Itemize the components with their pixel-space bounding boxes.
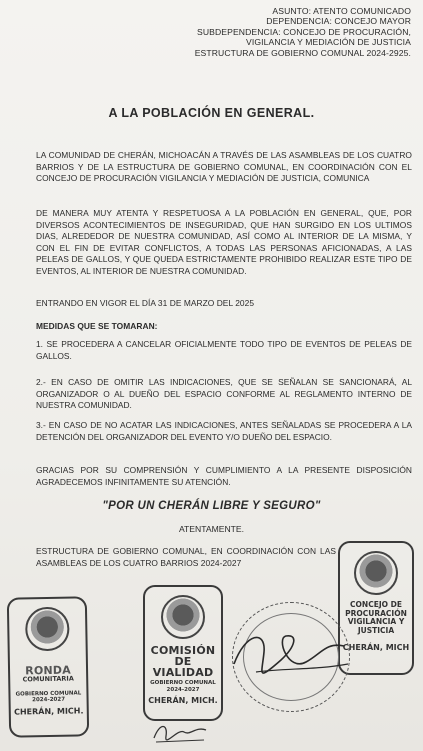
medidas-heading: MEDIDAS QUE SE TOMARAN: [36,321,158,331]
slogan: "POR UN CHERÁN LIBRE Y SEGURO" [102,500,321,512]
handwritten-signature-icon [226,612,356,692]
medida-item-2: 2.- EN CASO DE OMITIR LAS INDICACIONES, QUE SE SEÑALAN SE SANCIONARÁ, AL ORGANIZADOR O AL DUEÑO DEL ESPACIO CONFORME AL REGLAMENTO INTERNO DE NUESTRA COMUNIDAD. [36,377,412,411]
stamp-ronda-comunitaria [7,596,89,737]
estructura-line: ESTRUCTURA DE GOBIERNO COMUNAL 2024-2925. [194,47,411,58]
stamp-ronda-line1: RONDA [25,663,71,678]
stamp-ronda-line3: GOBIERNO COMUNAL [15,689,82,698]
national-seal-icon [354,551,398,595]
signatory-structure: ESTRUCTURA DE GOBIERNO COMUNAL, EN COORDINACIÓN CON LAS ASAMBLEAS DE LOS CUATRO BARRIOS 2024-2027 [36,546,336,568]
paragraph-gracias: GRACIAS POR SU COMPRENSIÓN Y CUMPLIMIENTO A LA PRESENTE DISPOSICIÓN AGRADECEMOS INFINITAMENTE SU ATENCIÓN. [36,465,412,487]
medida-item-3: 3.- EN CASO DE NO ACATAR LAS INDICACIONES, ANTES SEÑALADAS SE PROCEDERA A LA DETENCIÓN DEL ORGANIZADOR DEL EVENTO Y/O DUEÑO DEL ESPACIO. [36,420,412,442]
paragraph-announcement: DE MANERA MUY ATENTA Y RESPETUOSA A LA POBLACIÓN EN GENERAL, QUE, POR DIVERSOS ACONTECIMIENTOS DE INSEGURIDAD, QUE HAN SURGIDO EN LOS ULTIMOS DIAS, ALREDEDOR DE NUESTRA COMUNIDAD, ASÍ COMO AL INTERIOR DE LA MISMA, Y CON EL FIN DE EVITAR CONFLICTOS, A TODAS LAS PERSONAS AFICIONADAS, A LAS PELEAS DE GALLOS, Y QUE QUEDA ESTRICTAMENTE PROHIBIDO REALIZAR ESTE TIPO DE EVENTOS, AL INTERIOR DE NUESTRA COMUNIDAD. [36,208,412,276]
stamp-vialidad-line5: 2024-2027 [166,686,200,693]
stamp-vialidad-foot: CHERÁN, MICH. [148,696,218,705]
subdependencia-line-2: VIGILANCIA Y MEDIACIÓN DE JUSTICIA [246,37,411,48]
vigor-date: ENTRANDO EN VIGOR EL DÍA 31 DE MARZO DEL 2025 [36,298,255,308]
stamp-vialidad-line3: VIALIDAD [152,666,214,679]
asunto-line: ASUNTO: ATENTO COMUNICADO [272,6,411,16]
stamp-ronda-foot: CHERÁN, MICH. [13,705,84,717]
stamp-concejo-line3: VIGILANCIA Y [347,617,405,626]
stamp-concejo-line4: JUSTICIA [357,625,395,635]
atentamente-label: ATENTAMENTE. [178,524,245,534]
small-signature-icon [150,718,210,746]
national-seal-icon [161,595,205,639]
paragraph-intro: LA COMUNIDAD DE CHERÁN, MICHOACÁN A TRAVÉS DE LAS ASAMBLEAS DE LOS CUATRO BARRIOS Y DE LA ESTRUCTURA DE GOBIERNO COMUNAL, EN COORDINACIÓN CON EL CONCEJO DE PROCURACIÓN VIGILANCIA Y MEDIACIÓN DE JUSTICIA, COMUNICA [36,150,412,184]
stamp-vialidad-line2: DE [174,655,192,668]
stamp-ronda-line2: COMUNITARIA [22,674,74,684]
stamp-ronda-line4: 2024-2027 [32,696,66,704]
document-header [111,6,411,58]
stamp-concejo-line2: PROCURACIÓN [345,608,407,618]
subdependencia-line-1: SUBDEPENDENCIA: CONCEJO DE PROCURACIÓN, [197,26,411,37]
stamp-concejo-line1: CONCEJO DE [350,600,402,609]
medida-item-1: 1. SE PROCEDERA A CANCELAR OFICIALMENTE TODO TIPO DE EVENTOS DE PELEAS DE GALLOS. [36,339,412,361]
stamp-vialidad-line4: GOBIERNO COMUNAL [150,680,216,686]
stamp-comision-vialidad [143,585,223,721]
dependencia-line: DEPENDENCIA: CONCEJO MAYOR [266,16,411,27]
document-title: A LA POBLACIÓN EN GENERAL. [108,106,315,120]
stamp-concejo-foot: CHERÁN, MICH [342,643,410,652]
national-seal-icon [25,607,70,652]
stamp-vialidad-line1: COMISIÓN [150,644,216,657]
